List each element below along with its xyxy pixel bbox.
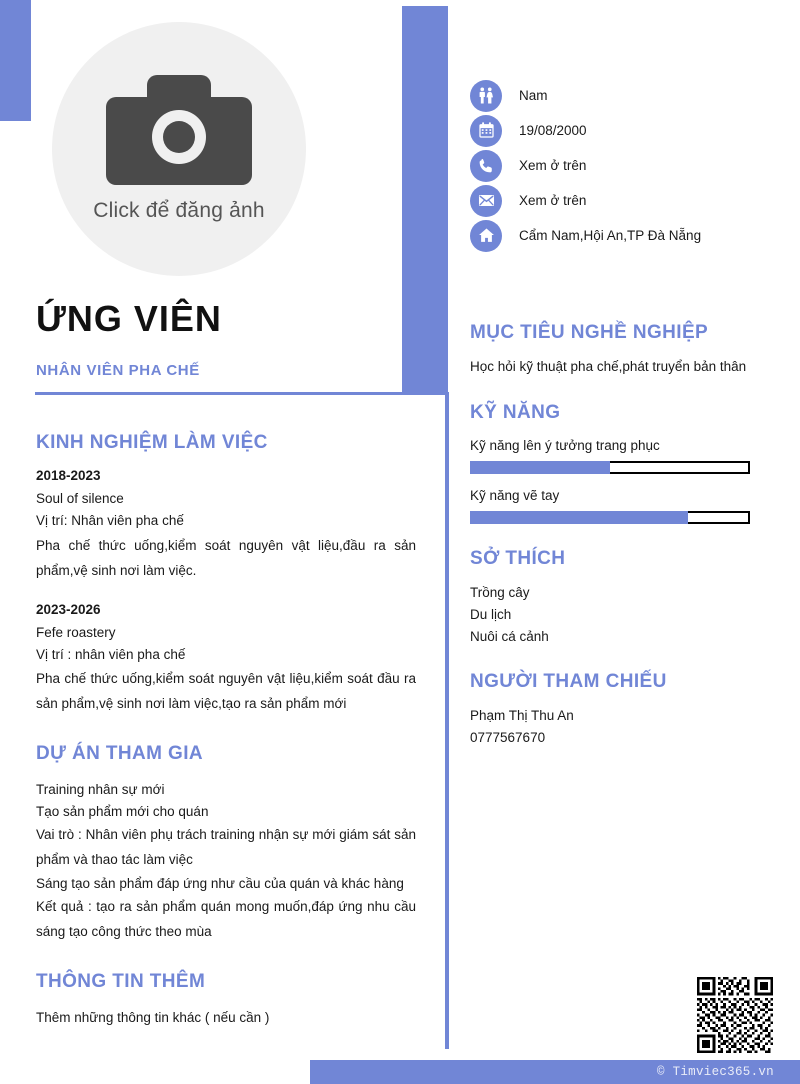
skill-progress-bar <box>470 461 750 474</box>
contact-value-phone: Xem ở trên <box>519 158 587 173</box>
section-heading-skills: KỸ NĂNG <box>470 401 561 423</box>
contact-value-email: Xem ở trên <box>519 193 587 208</box>
footer-bar <box>310 1060 800 1084</box>
left-column <box>36 432 416 1029</box>
envelope-icon <box>470 185 502 217</box>
candidate-name: ỨNG VIÊN <box>36 298 222 339</box>
contact-row-phone <box>470 148 760 183</box>
section-heading-reference: NGƯỜI THAM CHIẾU <box>470 671 667 693</box>
experience-company: Soul of silence <box>36 491 124 506</box>
skill-item <box>470 488 760 524</box>
reference-name: Phạm Thị Thu An <box>470 708 574 724</box>
skill-progress-fill <box>470 461 610 474</box>
skill-progress-fill <box>470 511 688 524</box>
project-result: Kết quả : tạo ra sản phẩm quán mong muốn,đáp ứng nhu cầu sáng tạo công thức theo mùa <box>36 898 416 939</box>
camera-icon <box>106 75 252 185</box>
experience-description: Pha chế thức uống,kiểm soát nguyên vật liệu,đầu ra sản phẩm,vệ sinh nơi làm việc. <box>36 537 416 578</box>
experience-date: 2023-2026 <box>36 601 101 617</box>
decor-vertical-divider <box>445 392 449 1049</box>
skill-item <box>470 438 760 474</box>
calendar-icon <box>470 115 502 147</box>
project-role: Vai trò : Nhân viên phụ trách training nhận sự mới giám sát sản phẩm và thao tác làm việc <box>36 827 416 867</box>
experience-item <box>36 468 416 584</box>
contact-row-birthday <box>470 113 760 148</box>
experience-position: Vị trí : nhân viên pha chế <box>36 646 186 662</box>
experience-item <box>36 602 416 718</box>
experience-position: Vị trí: Nhân viên pha chế <box>36 512 184 528</box>
contact-value-gender: Nam <box>519 88 548 103</box>
skill-label: Kỹ năng vẽ tay <box>470 487 560 503</box>
decor-block-top-left <box>0 0 31 121</box>
contact-list <box>470 78 760 253</box>
footer-brand: © Timviec365.vn <box>656 1065 774 1079</box>
contact-value-birthday: 19/08/2000 <box>519 123 587 138</box>
section-heading-experience: KINH NGHIỆM LÀM VIỆC <box>36 432 268 453</box>
project-line-1: Training nhân sự mới <box>36 782 165 798</box>
decor-horizontal-divider <box>35 392 448 395</box>
project-creative: Sáng tạo sản phẩm đáp ứng như cầu của quán và khác hàng <box>36 875 404 891</box>
contact-row-address <box>470 218 760 253</box>
right-column <box>470 322 760 749</box>
contact-value-address: Cẩm Nam,Hội An,TP Đà Nẵng <box>519 228 702 243</box>
hobby-item: Nuôi cá cảnh <box>470 628 549 644</box>
avatar-upload-label: Click để đăng ảnh <box>93 199 265 222</box>
section-heading-projects: DỰ ÁN THAM GIA <box>36 743 204 765</box>
experience-company: Fefe roastery <box>36 624 116 640</box>
gender-icon <box>470 80 502 112</box>
decor-vertical-bar <box>402 6 448 393</box>
qr-code <box>697 977 773 1053</box>
additional-text: Thêm những thông tin khác ( nếu cần ) <box>36 1009 270 1025</box>
hobby-item: Du lịch <box>470 606 512 622</box>
project-line-2: Tạo sản phẩm mới cho quán <box>36 804 209 820</box>
experience-date: 2018-2023 <box>36 468 101 483</box>
section-heading-objective: MỤC TIÊU NGHỀ NGHIỆP <box>470 322 709 343</box>
phone-icon <box>470 150 502 182</box>
skill-progress-bar <box>470 511 750 524</box>
contact-row-gender <box>470 78 760 113</box>
objective-text: Học hỏi kỹ thuật pha chế,phát truyển bản thân <box>470 359 747 374</box>
skill-label: Kỹ năng lên ý tưởng trang phục <box>470 437 660 453</box>
section-heading-additional: THÔNG TIN THÊM <box>36 970 206 992</box>
avatar-upload-placeholder[interactable] <box>52 22 306 276</box>
section-heading-hobbies: SỞ THÍCH <box>470 547 566 569</box>
reference-phone: 0777567670 <box>470 730 546 746</box>
contact-row-email <box>470 183 760 218</box>
experience-description: Pha chế thức uống,kiểm soát nguyên vật liệu,kiểm soát đầu ra sản phẩm,vệ sinh nơi làm việc,tạo ra sản phẩm mới <box>36 671 416 712</box>
home-icon <box>470 220 502 252</box>
candidate-job-title: NHÂN VIÊN PHA CHẾ <box>36 362 200 379</box>
hobby-item: Trồng cây <box>470 584 530 600</box>
